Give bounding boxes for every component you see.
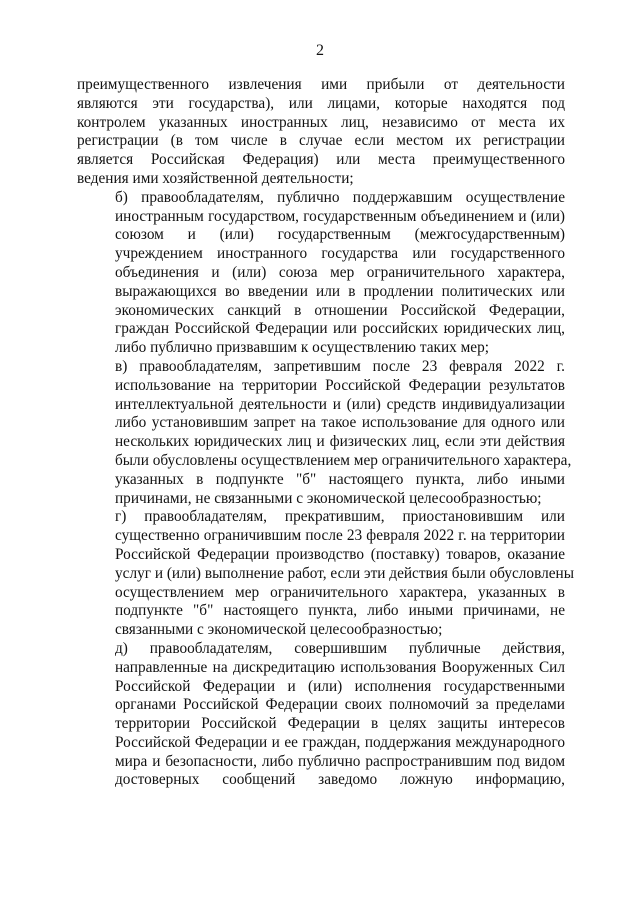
text-line: в) правообладателям, запретившим после 23 февраля 2022 г. bbox=[115, 357, 565, 375]
text-line: иностранным государством, государственным объединением и (или) bbox=[115, 207, 565, 225]
text-line: учреждением иностранного государства или государственного bbox=[115, 245, 565, 263]
text-line: подпункте "б" настоящего пункта, либо иными причинами, не bbox=[115, 602, 565, 620]
text-line: экономических санкций в отношении Российской Федерации, bbox=[115, 301, 565, 319]
text-line: нескольких юридических лиц и физических лиц, если эти действия bbox=[115, 433, 565, 451]
page-number: 2 bbox=[316, 42, 324, 59]
text-line: мира и безопасности, либо публично распространившим под видом bbox=[115, 752, 565, 770]
text-line: д) правообладателям, совершившим публичные действия, bbox=[115, 639, 565, 657]
text-line: указанных в подпункте "б" настоящего пункта, либо иными bbox=[115, 470, 565, 488]
text-line: выражающихся во введении или в продлении политических или bbox=[115, 282, 565, 300]
text-line: существенно ограничившим после 23 февраля 2022 г. на территории bbox=[115, 527, 565, 545]
text-line: регистрации (в том числе в случае если местом их регистрации bbox=[77, 132, 565, 150]
paragraph bbox=[77, 76, 565, 189]
text-line: является Российская Федерация) или места преимущественного bbox=[77, 151, 565, 169]
text-line: б) правообладателям, публично поддержавшим осуществление bbox=[115, 188, 565, 206]
text-line: использование на территории Российской Федерации результатов bbox=[115, 376, 565, 394]
document-body bbox=[77, 76, 574, 790]
text-line: либо установившим запрет на такое использование для одного или bbox=[115, 414, 565, 432]
text-line: связанными с экономической целесообразностью; bbox=[115, 621, 443, 639]
paragraph bbox=[77, 640, 565, 790]
paragraph bbox=[77, 189, 565, 358]
text-line: контролем указанных иностранных лиц, независимо от места их bbox=[77, 113, 565, 131]
text-line: либо публично призвавшим к осуществлению таких мер; bbox=[115, 339, 489, 357]
text-line: органами Российской Федерации своих полномочий за пределами bbox=[115, 696, 565, 714]
text-line: направленные на дискредитацию использования Вооруженных Сил bbox=[115, 658, 565, 676]
text-line: союзом и (или) государственным (межгосударственным) bbox=[115, 226, 565, 244]
text-line: были обусловлены осуществлением мер ограничительного характера, bbox=[115, 451, 572, 469]
text-line: территории Российской Федерации в целях защиты интересов bbox=[115, 715, 565, 733]
text-line: Российской Федерации и ее граждан, поддержания международного bbox=[115, 733, 565, 751]
paragraph bbox=[77, 357, 572, 508]
text-line: г) правообладателям, прекратившим, приостановившим или bbox=[115, 508, 565, 526]
text-line: Российской Федерации производство (поставку) товаров, оказание bbox=[115, 545, 565, 563]
text-line: преимущественного извлечения ими прибыли от деятельности bbox=[77, 76, 565, 93]
text-line: ведения ими хозяйственной деятельности; bbox=[77, 169, 354, 187]
paragraph bbox=[77, 508, 574, 640]
text-line: Российской Федерации и (или) исполнения государственными bbox=[115, 677, 565, 695]
text-line: причинами, не связанными с экономической целесообразностью; bbox=[115, 489, 542, 507]
text-line: осуществлением мер ограничительного характера, указанных в bbox=[115, 583, 565, 601]
text-line: граждан Российской Федерации или российских юридических лиц, bbox=[115, 320, 565, 338]
text-line: услуг и (или) выполнение работ, если эти действия были обусловлены bbox=[115, 564, 574, 582]
text-line: достоверных сообщений заведомо ложную информацию, bbox=[115, 771, 565, 789]
text-line: объединения и (или) союза мер ограничительного характера, bbox=[115, 263, 565, 281]
text-line: интеллектуальной деятельности и (или) средств индивидуализации bbox=[115, 395, 565, 413]
text-line: являются эти государства), или лицами, которые находятся под bbox=[77, 94, 565, 112]
